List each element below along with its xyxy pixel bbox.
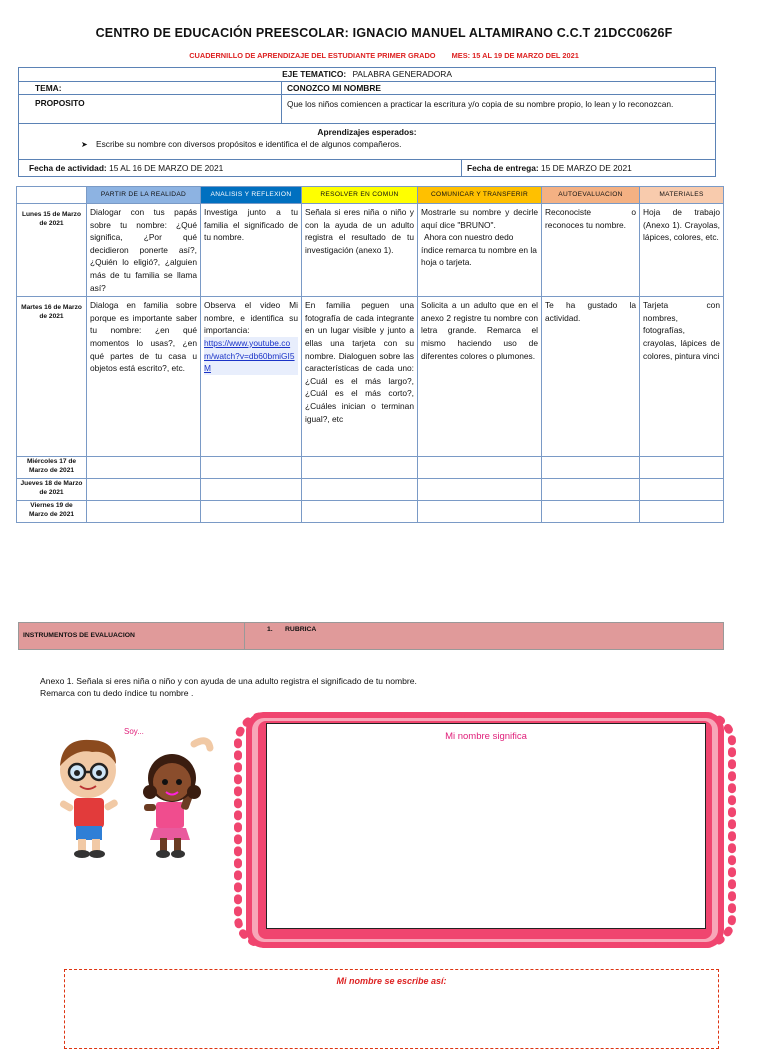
cell-autoevaluacion: Te ha gustado la actividad.: [542, 297, 640, 457]
header-resolver: RESOLVER EN COMUN: [302, 187, 418, 204]
cell-comunicar: [418, 204, 542, 297]
day-cell: Miércoles 17 de Marzo de 2021: [17, 457, 87, 479]
proposito-label: PROPOSITO: [35, 98, 85, 108]
eje-value: PALABRA GENERADORA: [352, 69, 452, 79]
table-header-row: [17, 187, 724, 204]
fecha-entrega-label: Fecha de entrega:: [467, 163, 539, 173]
eje-label: EJE TEMATICO:: [282, 69, 347, 79]
cell-partir: Dialoga en familia sobre porque es importante saber tu nombre: ¿en qué momentos lo usas?, ¿en qué partes de tu casa u objetos está escrito?, etc.: [87, 297, 201, 457]
eje-row: [19, 68, 715, 82]
eje-tematico-box: [18, 67, 716, 177]
tema-label: TEMA:: [35, 83, 62, 93]
anexo-instructions: [40, 675, 417, 699]
cell-analisis: Investiga junto a tu familia el significado de tu nombre.: [201, 204, 302, 297]
tema-value: CONOZCO MI NOMBRE: [287, 83, 381, 93]
header-empty: [17, 187, 87, 204]
cell-analisis: [201, 297, 302, 457]
video-link[interactable]: https://www.youtube.com/watch?v=db60bmiGI5M: [204, 337, 298, 375]
activities-table: [16, 186, 724, 523]
aprendizajes-row: [19, 124, 715, 160]
anexo-line-1: Anexo 1. Señala si eres niña o niño y con ayuda de una adulto registra el significado de tu nombre.: [40, 676, 417, 686]
analisis-text: Observa el video Mi nombre, e identifica su importancia:: [204, 300, 298, 336]
arrow-bullet-icon: ➤: [81, 140, 88, 149]
day-cell: Martes 16 de Marzo de 2021: [17, 297, 87, 457]
cell-autoevaluacion: Reconociste o reconoces tu nombre.: [542, 204, 640, 297]
day-cell: Viernes 19 de Marzo de 2021: [17, 501, 87, 523]
escribe-nombre-box[interactable]: [64, 969, 719, 1049]
proposito-row: [19, 95, 715, 124]
table-row: [17, 297, 724, 457]
header-materiales: MATERIALES: [640, 187, 724, 204]
day-cell: Lunes 15 de Marzo de 2021: [17, 204, 87, 297]
document-subtitle: [0, 51, 768, 60]
header-partir: PARTIR DE LA REALIDAD: [87, 187, 201, 204]
cell-partir: Dialogar con tus papás sobre tu nombre: ¿Qué significa, ¿Por qué decidieron ponerte así?, ¿Quién lo eligió?, ¿alguien más de tu familia se llama así?: [87, 204, 201, 297]
girl-figure: [143, 741, 210, 858]
header-autoevaluacion: AUTOEVALUACION: [542, 187, 640, 204]
soy-label: Soy...: [124, 727, 144, 736]
significado-frame: [232, 710, 738, 950]
escribe-title: Mi nombre se escribe así:: [336, 976, 447, 986]
boy-figure: [59, 740, 119, 858]
cell-resolver: En familia peguen una fotografía de cada integrante en un lugar visible y junto a ellas una tarjeta con su nombre. Dialoguen sobre las características de cada uno: ¿Cuál es el más largo?, ¿Cuál es el más corto?, ¿Cuáles inician o terminan igual?, etc: [302, 297, 418, 457]
significado-box[interactable]: [266, 723, 706, 929]
fecha-actividad-value: 15 AL 16 DE MARZO DE 2021: [109, 163, 224, 173]
anexo-line-2: Remarca con tu dedo índice tu nombre .: [40, 688, 194, 698]
day-cell: Jueves 18 de Marzo de 2021: [17, 479, 87, 501]
tema-row: [19, 82, 715, 95]
subtitle-text: CUADERNILLO DE APRENDIZAJE DEL ESTUDIANTE PRIMER GRADO: [189, 51, 436, 60]
table-row: [17, 479, 724, 501]
instrumentos-number: 1.: [267, 626, 273, 633]
instrumentos-label: INSTRUMENTOS DE EVALUACION: [23, 632, 135, 639]
aprendizajes-label: Aprendizajes esperados:: [317, 127, 417, 137]
document-title: CENTRO DE EDUCACIÓN PREESCOLAR: IGNACIO MANUEL ALTAMIRANO C.C.T 21DCC0626F: [95, 26, 673, 40]
comunicar-text-a: Mostrarle su nombre y decirle aquí dice "BRUNO".: [421, 207, 538, 230]
table-row: [17, 457, 724, 479]
children-illustration: [48, 732, 218, 862]
cell-materiales: Tarjeta con nombres, fotografías, crayolas, lápices de colores, pintura vinci: [640, 297, 724, 457]
fechas-row: [19, 160, 715, 176]
aprendizajes-value: Escribe su nombre con diversos propósitos e identifica el de algunos compañeros.: [96, 139, 402, 149]
table-row: [17, 204, 724, 297]
subtitle-dates: MES: 15 AL 19 DE MARZO DEL 2021: [451, 51, 579, 60]
instrumentos-value: RUBRICA: [285, 626, 317, 633]
cell-resolver: Señala si eres niña o niño y con la ayuda de un adulto registra el resultado de tu investigación (anexo 1).: [302, 204, 418, 297]
significado-title: Mi nombre significa: [445, 731, 527, 742]
header-comunicar: COMUNICAR Y TRANSFERIR: [418, 187, 542, 204]
header-analisis: ANALISIS Y REFLEXION: [201, 187, 302, 204]
instrumentos-bar: [18, 622, 724, 650]
fecha-entrega-value: 15 DE MARZO DE 2021: [541, 163, 632, 173]
proposito-value: Que los niños comiencen a practicar la escritura y/o copia de su nombre propio, lo lean y lo reconozcan.: [287, 99, 674, 109]
cell-materiales: Hoja de trabajo (Anexo 1). Crayolas, lápices, colores, etc.: [640, 204, 724, 297]
table-row: [17, 501, 724, 523]
cell-comunicar: Solicita a un adulto que en el anexo 2 registre tu nombre con letra grande. Remarca el mismo haciendo uso de diferentes colores o plumones.: [418, 297, 542, 457]
comunicar-text-b: Ahora con nuestro dedo índice remarca tu nombre en la hoja o tarjeta.: [421, 232, 537, 268]
fecha-actividad-label: Fecha de actividad:: [29, 163, 107, 173]
